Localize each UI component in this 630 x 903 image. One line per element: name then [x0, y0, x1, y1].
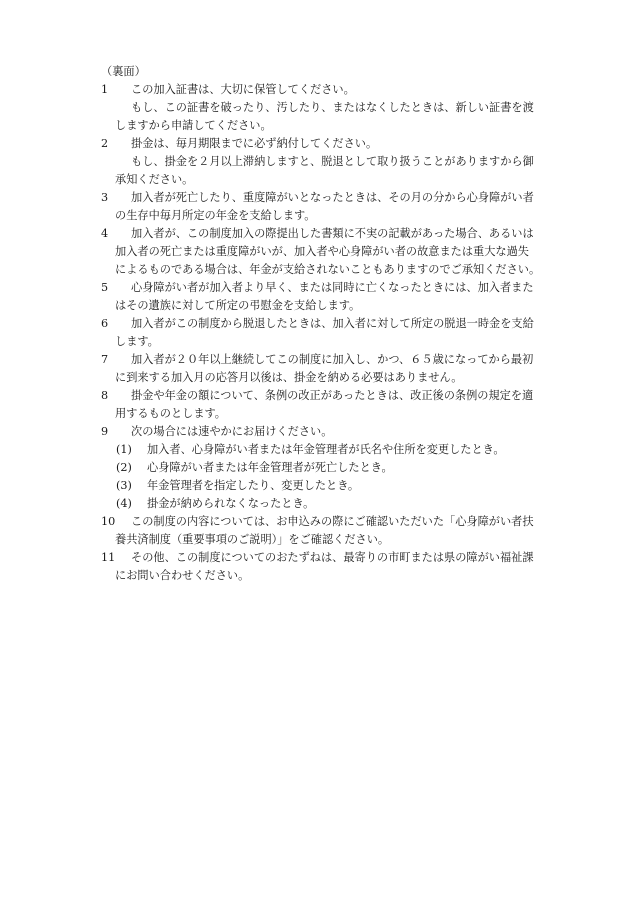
item-number: 1 [101, 83, 109, 96]
sub-item-3 [101, 477, 571, 495]
item-text: この加入証書は、大切に保管してください。 [131, 83, 355, 96]
para-text: もし、この証書を破ったり、汚したり、またはなくしたときは、新しい証書を渡 [131, 101, 534, 114]
para-text: しますから申請してください。 [115, 119, 272, 132]
item-continuation [101, 207, 571, 225]
item-number: 2 [101, 137, 109, 150]
sub-item-text: 心身障がい者または年金管理者が死亡したとき。 [147, 461, 393, 474]
item-text: 次の場合には速やかにお届けください。 [131, 425, 333, 438]
item-2-para-line [101, 171, 571, 189]
sub-item-number: (2) [116, 461, 132, 474]
item-number: 8 [101, 389, 109, 402]
para-text: 承知ください。 [115, 173, 194, 186]
item-text: に到来する加入月の応答月以後は、掛金を納める必要はありません。 [115, 371, 463, 384]
list-item-8 [101, 387, 571, 405]
item-1-para-line [101, 117, 571, 135]
item-text: 掛金は、毎月期限までに必ず納付してください。 [131, 137, 378, 150]
item-text: 加入者が、この制度加入の際提出した書類に不実の記載があった場合、あるいは [131, 227, 534, 240]
para-text: もし、掛金を２月以上滞納しますと、脱退として取り扱うことがありますから御 [131, 155, 534, 168]
item-text: の生存中毎月所定の年金を支給します。 [115, 209, 316, 222]
item-continuation [101, 261, 571, 279]
sub-item-text: 加入者、心身障がい者または年金管理者が氏名や住所を変更したとき。 [147, 443, 505, 456]
item-text: 加入者が２０年以上継続してこの制度に加入し、かつ、６５歳になってから最初 [131, 353, 534, 366]
list-item-5 [101, 279, 571, 297]
item-continuation [101, 243, 571, 261]
item-number: 4 [101, 227, 109, 240]
item-text: その他、この制度についてのおたずねは、最寄りの市町または県の障がい福祉課 [131, 551, 534, 564]
sub-item-number: (4) [116, 497, 132, 510]
list-item-10 [101, 513, 571, 531]
item-text: します。 [115, 335, 159, 348]
list-item-11 [101, 549, 571, 567]
item-number: 5 [101, 281, 109, 294]
item-continuation [101, 369, 571, 387]
sub-item-number: (3) [116, 479, 132, 492]
list-item-2 [101, 135, 571, 153]
item-text: にお問い合わせください。 [115, 569, 250, 582]
item-1-para-line [101, 99, 571, 117]
sub-item-2 [101, 459, 571, 477]
sub-item-1 [101, 441, 571, 459]
item-continuation [101, 567, 571, 585]
sub-item-text: 掛金が納められなくなったとき。 [147, 497, 315, 510]
item-text: この制度の内容については、お申込みの際にご確認いただいた「心身障がい者扶 [131, 515, 534, 528]
item-text: 心身障がい者が加入者より早く、または同時に亡くなったときには、加入者また [131, 281, 534, 294]
sub-item-number: (1) [116, 443, 132, 456]
item-continuation [101, 297, 571, 315]
item-text: 養共済制度（重要事項のご説明）」をご確認ください。 [115, 533, 390, 546]
list-item-3 [101, 189, 571, 207]
item-text: によるものである場合は、年金が支給されないこともありますのでご承知ください。 [115, 263, 541, 276]
sub-item-4 [101, 495, 571, 513]
item-text: 加入者がこの制度から脱退したときは、加入者に対して所定の脱退一時金を支給 [131, 317, 534, 330]
item-continuation [101, 333, 571, 351]
list-item-4 [101, 225, 571, 243]
item-text: 加入者の死亡または重度障がいが、加入者や心身障がい者の故意または重大な過失 [115, 245, 529, 258]
item-continuation [101, 405, 571, 423]
item-number: 10 [101, 515, 116, 528]
item-number: 3 [101, 191, 109, 204]
sub-item-text: 年金管理者を指定したり、変更したとき。 [147, 479, 360, 492]
item-number: 9 [101, 425, 109, 438]
item-2-para-line [101, 153, 571, 171]
list-item-7 [101, 351, 571, 369]
page-heading: （裏面） [101, 65, 146, 78]
list-item-6 [101, 315, 571, 333]
item-text: 掛金や年金の額について、条例の改正があったときは、改正後の条例の規定を適 [131, 389, 534, 402]
item-continuation [101, 531, 571, 549]
item-text: はその遺族に対して所定の弔慰金を支給します。 [115, 299, 361, 312]
item-text: 用するものとします。 [115, 407, 226, 420]
item-number: 7 [101, 353, 109, 366]
item-number: 11 [101, 551, 116, 564]
item-number: 6 [101, 317, 109, 330]
list-item-9 [101, 423, 571, 441]
list-item-1 [101, 81, 571, 99]
item-text: 加入者が死亡したり、重度障がいとなったときは、その月の分から心身障がい者 [131, 191, 534, 204]
